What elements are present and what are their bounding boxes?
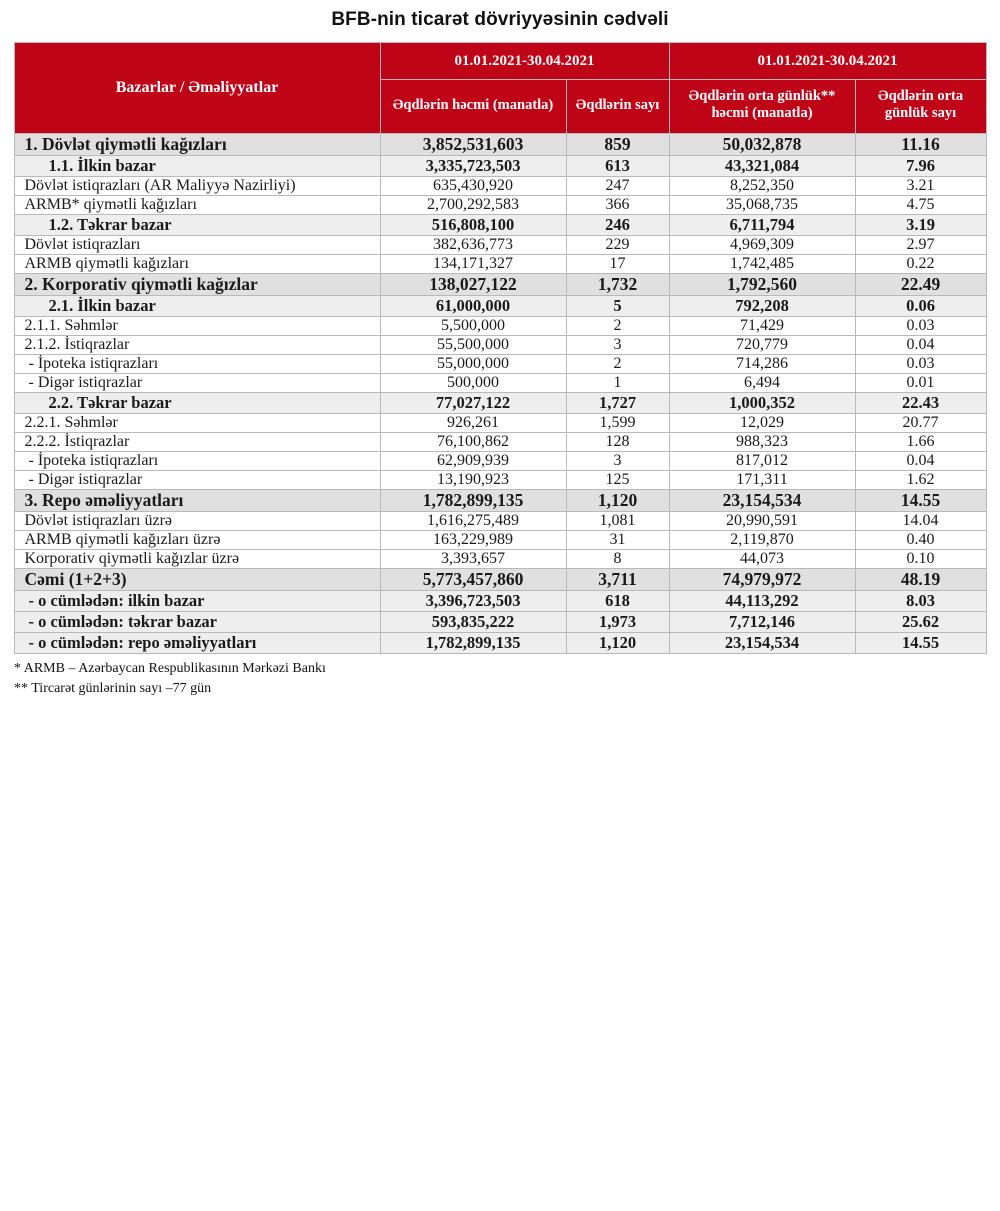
table-row	[14, 632, 986, 653]
cell-count: 366	[566, 195, 669, 214]
cell-count: 1,081	[566, 511, 669, 530]
cell-count: 1,120	[566, 632, 669, 653]
cell-avg-count: 14.04	[855, 511, 986, 530]
cell-avg-volume: 171,311	[669, 470, 855, 489]
table-row	[14, 413, 986, 432]
row-label: ARMB qiymətli kağızları üzrə	[14, 530, 380, 549]
row-label: - o cümlədən: təkrar bazar	[14, 611, 380, 632]
row-label: Dövlət istiqrazları (AR Maliyyə Nazirliyi)	[14, 176, 380, 195]
cell-avg-count: 7.96	[855, 155, 986, 176]
cell-avg-count: 0.22	[855, 254, 986, 273]
cell-count: 31	[566, 530, 669, 549]
cell-avg-count: 11.16	[855, 133, 986, 155]
cell-avg-count: 1.66	[855, 432, 986, 451]
row-label: - İpoteka istiqrazları	[14, 451, 380, 470]
cell-count: 229	[566, 235, 669, 254]
table-row	[14, 511, 986, 530]
row-label: 2. Korporativ qiymətli kağızlar	[14, 273, 380, 295]
cell-avg-count: 0.40	[855, 530, 986, 549]
table-row	[14, 176, 986, 195]
cell-volume: 516,808,100	[380, 214, 566, 235]
cell-volume: 77,027,122	[380, 392, 566, 413]
row-label: Dövlət istiqrazları	[14, 235, 380, 254]
table-row	[14, 470, 986, 489]
table-row	[14, 392, 986, 413]
trade-turnover-table	[14, 42, 987, 654]
footnotes	[14, 659, 986, 700]
cell-avg-volume: 23,154,534	[669, 632, 855, 653]
table-row	[14, 195, 986, 214]
cell-avg-count: 3.21	[855, 176, 986, 195]
row-label: Cəmi (1+2+3)	[14, 568, 380, 590]
row-label: Dövlət istiqrazları üzrə	[14, 511, 380, 530]
table-header-row-1	[14, 43, 986, 80]
cell-volume: 3,393,657	[380, 549, 566, 568]
cell-volume: 76,100,862	[380, 432, 566, 451]
cell-volume: 163,229,989	[380, 530, 566, 549]
cell-avg-count: 25.62	[855, 611, 986, 632]
cell-avg-count: 22.49	[855, 273, 986, 295]
cell-count: 1,973	[566, 611, 669, 632]
cell-avg-count: 0.03	[855, 316, 986, 335]
cell-volume: 2,700,292,583	[380, 195, 566, 214]
cell-volume: 500,000	[380, 373, 566, 392]
cell-count: 1,732	[566, 273, 669, 295]
column-header-volume: Əqdlərin həcmi (manatla)	[380, 80, 566, 134]
row-label: 2.1.1. Səhmlər	[14, 316, 380, 335]
cell-avg-volume: 44,113,292	[669, 590, 855, 611]
cell-avg-volume: 6,494	[669, 373, 855, 392]
cell-count: 618	[566, 590, 669, 611]
row-label: - o cümlədən: ilkin bazar	[14, 590, 380, 611]
cell-volume: 62,909,939	[380, 451, 566, 470]
cell-avg-volume: 20,990,591	[669, 511, 855, 530]
cell-volume: 138,027,122	[380, 273, 566, 295]
table-row	[14, 295, 986, 316]
cell-avg-count: 1.62	[855, 470, 986, 489]
table-row	[14, 489, 986, 511]
table-row	[14, 432, 986, 451]
cell-avg-volume: 6,711,794	[669, 214, 855, 235]
cell-count: 1	[566, 373, 669, 392]
cell-count: 3	[566, 451, 669, 470]
cell-avg-volume: 8,252,350	[669, 176, 855, 195]
cell-volume: 134,171,327	[380, 254, 566, 273]
cell-avg-volume: 720,779	[669, 335, 855, 354]
cell-count: 859	[566, 133, 669, 155]
cell-avg-count: 2.97	[855, 235, 986, 254]
column-header-period-left: 01.01.2021-30.04.2021	[380, 43, 669, 80]
cell-avg-count: 0.04	[855, 451, 986, 470]
cell-avg-count: 0.06	[855, 295, 986, 316]
row-label: - Digər istiqrazlar	[14, 373, 380, 392]
cell-avg-volume: 12,029	[669, 413, 855, 432]
table-row	[14, 155, 986, 176]
table-row	[14, 568, 986, 590]
cell-count: 1,120	[566, 489, 669, 511]
cell-avg-volume: 71,429	[669, 316, 855, 335]
cell-avg-count: 3.19	[855, 214, 986, 235]
cell-count: 128	[566, 432, 669, 451]
row-label: 2.2.1. Səhmlər	[14, 413, 380, 432]
cell-volume: 61,000,000	[380, 295, 566, 316]
cell-volume: 1,616,275,489	[380, 511, 566, 530]
cell-avg-count: 48.19	[855, 568, 986, 590]
row-label: 2.2.2. İstiqrazlar	[14, 432, 380, 451]
cell-count: 125	[566, 470, 669, 489]
cell-volume: 3,335,723,503	[380, 155, 566, 176]
cell-avg-count: 8.03	[855, 590, 986, 611]
cell-volume: 382,636,773	[380, 235, 566, 254]
table-row	[14, 451, 986, 470]
table-row	[14, 590, 986, 611]
row-label: - İpoteka istiqrazları	[14, 354, 380, 373]
cell-avg-volume: 44,073	[669, 549, 855, 568]
table-row	[14, 273, 986, 295]
cell-avg-volume: 1,792,560	[669, 273, 855, 295]
cell-avg-volume: 2,119,870	[669, 530, 855, 549]
row-label: 2.1.2. İstiqrazlar	[14, 335, 380, 354]
row-label: ARMB qiymətli kağızları	[14, 254, 380, 273]
cell-count: 1,599	[566, 413, 669, 432]
cell-avg-volume: 7,712,146	[669, 611, 855, 632]
column-header-markets: Bazarlar / Əməliyyatlar	[14, 43, 380, 134]
column-header-count: Əqdlərin sayı	[566, 80, 669, 134]
row-label: ARMB* qiymətli kağızları	[14, 195, 380, 214]
row-label: 3. Repo əməliyyatları	[14, 489, 380, 511]
table-row	[14, 133, 986, 155]
row-label: 1. Dövlət qiymətli kağızları	[14, 133, 380, 155]
cell-count: 3,711	[566, 568, 669, 590]
table-row	[14, 254, 986, 273]
cell-avg-volume: 792,208	[669, 295, 855, 316]
cell-avg-count: 14.55	[855, 632, 986, 653]
cell-avg-volume: 988,323	[669, 432, 855, 451]
cell-avg-volume: 1,742,485	[669, 254, 855, 273]
column-header-avg-volume: Əqdlərin orta günlük** həcmi (manatla)	[669, 80, 855, 134]
cell-volume: 593,835,222	[380, 611, 566, 632]
cell-count: 5	[566, 295, 669, 316]
cell-avg-count: 4.75	[855, 195, 986, 214]
cell-count: 8	[566, 549, 669, 568]
cell-volume: 5,773,457,860	[380, 568, 566, 590]
table-body	[14, 133, 986, 653]
row-label: Korporativ qiymətli kağızlar üzrə	[14, 549, 380, 568]
cell-count: 247	[566, 176, 669, 195]
column-header-period-right: 01.01.2021-30.04.2021	[669, 43, 986, 80]
cell-avg-volume: 817,012	[669, 451, 855, 470]
page-title: BFB-nin ticarət dövriyyəsinin cədvəli	[331, 9, 669, 30]
cell-avg-volume: 1,000,352	[669, 392, 855, 413]
cell-avg-volume: 35,068,735	[669, 195, 855, 214]
cell-count: 2	[566, 354, 669, 373]
cell-avg-count: 20.77	[855, 413, 986, 432]
cell-count: 17	[566, 254, 669, 273]
row-label: 2.2. Təkrar bazar	[14, 392, 380, 413]
cell-volume: 635,430,920	[380, 176, 566, 195]
table-row	[14, 373, 986, 392]
cell-volume: 5,500,000	[380, 316, 566, 335]
cell-volume: 13,190,923	[380, 470, 566, 489]
cell-count: 1,727	[566, 392, 669, 413]
cell-avg-volume: 23,154,534	[669, 489, 855, 511]
table-row	[14, 235, 986, 254]
table-row	[14, 354, 986, 373]
table-row	[14, 549, 986, 568]
cell-avg-volume: 50,032,878	[669, 133, 855, 155]
cell-avg-count: 22.43	[855, 392, 986, 413]
cell-avg-count: 14.55	[855, 489, 986, 511]
cell-volume: 926,261	[380, 413, 566, 432]
cell-count: 3	[566, 335, 669, 354]
table-row	[14, 335, 986, 354]
cell-avg-volume: 74,979,972	[669, 568, 855, 590]
row-label: 1.2. Təkrar bazar	[14, 214, 380, 235]
row-label: - Digər istiqrazlar	[14, 470, 380, 489]
row-label: - o cümlədən: repo əməliyyatları	[14, 632, 380, 653]
cell-avg-count: 0.03	[855, 354, 986, 373]
cell-avg-volume: 43,321,084	[669, 155, 855, 176]
row-label: 2.1. İlkin bazar	[14, 295, 380, 316]
cell-count: 613	[566, 155, 669, 176]
cell-avg-count: 0.10	[855, 549, 986, 568]
cell-volume: 3,396,723,503	[380, 590, 566, 611]
column-header-avg-count: Əqdlərin orta günlük sayı	[855, 80, 986, 134]
cell-volume: 55,000,000	[380, 354, 566, 373]
footnote-trading-days: ** Tircarət günlərinin sayı –77 gün	[14, 681, 212, 697]
table-row	[14, 611, 986, 632]
cell-count: 246	[566, 214, 669, 235]
footnote-armb: * ARMB – Azərbaycan Respublikasının Mərkəzi Bankı	[14, 660, 326, 676]
cell-avg-count: 0.01	[855, 373, 986, 392]
row-label: 1.1. İlkin bazar	[14, 155, 380, 176]
cell-avg-count: 0.04	[855, 335, 986, 354]
cell-volume: 3,852,531,603	[380, 133, 566, 155]
table-row	[14, 214, 986, 235]
cell-volume: 1,782,899,135	[380, 489, 566, 511]
cell-volume: 55,500,000	[380, 335, 566, 354]
table-row	[14, 530, 986, 549]
cell-avg-volume: 4,969,309	[669, 235, 855, 254]
table-row	[14, 316, 986, 335]
cell-volume: 1,782,899,135	[380, 632, 566, 653]
table-header	[14, 43, 986, 134]
cell-count: 2	[566, 316, 669, 335]
cell-avg-volume: 714,286	[669, 354, 855, 373]
